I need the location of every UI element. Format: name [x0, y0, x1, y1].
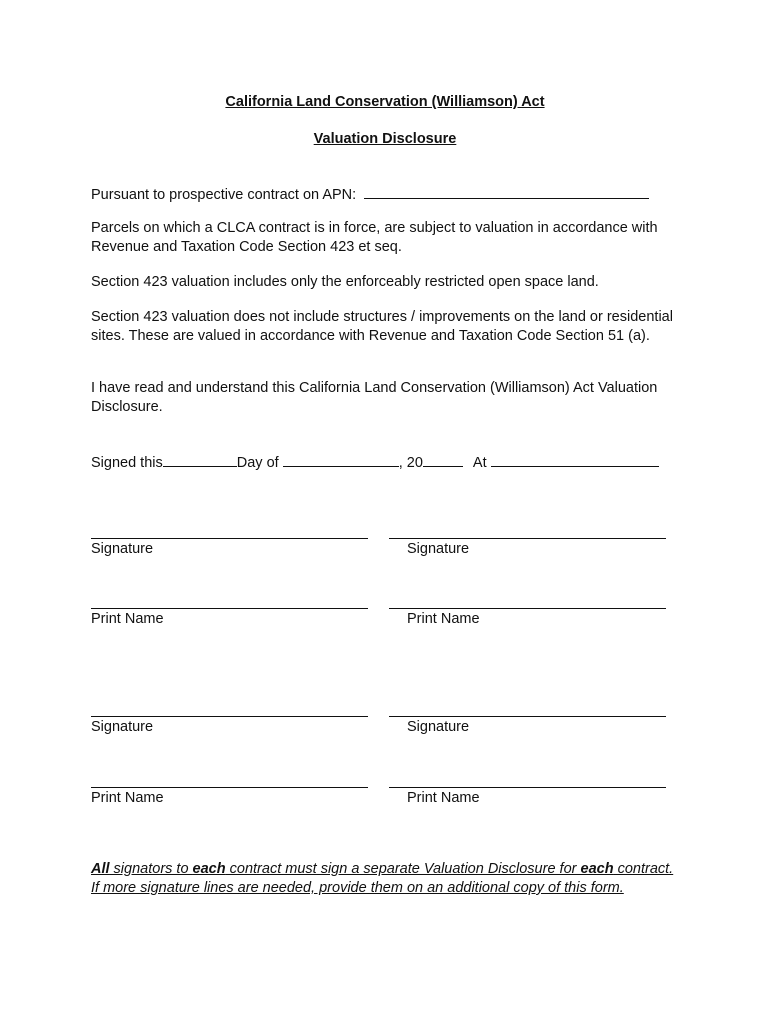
document-title: California Land Conservation (Williamson) Act [225, 94, 545, 110]
paragraph-section-423-excludes: Section 423 valuation does not include structures / improvements on the land or residential sites. These are valued in accordance with Revenue and Taxation Code Section 51 (a). [91, 309, 673, 344]
footer-each-1: each [192, 861, 226, 877]
signature-label-4: Signature [407, 719, 470, 735]
footer-text-3: contract. If more signature lines are needed, provide them on an additional copy of this form. [91, 861, 674, 896]
day-of-label: Day of [236, 455, 279, 471]
paragraph-section-423-includes: Section 423 valuation includes only the enforceably restricted open space land. [91, 274, 599, 290]
apn-label: Pursuant to prospective contract on APN: [91, 187, 357, 203]
signature-line-4[interactable] [389, 716, 666, 717]
print-name-line-3[interactable] [91, 787, 368, 788]
year-prefix-label: , 20 [398, 455, 423, 471]
year-field[interactable] [423, 452, 463, 467]
location-field[interactable] [491, 452, 659, 467]
apn-field[interactable] [364, 184, 649, 199]
footer-note [91, 860, 681, 898]
document-subtitle: Valuation Disclosure [313, 131, 457, 147]
signature-line-3[interactable] [91, 716, 368, 717]
print-name-label-2: Print Name [407, 611, 480, 627]
paragraph-contract-valuation: Parcels on which a CLCA contract is in force, are subject to valuation in accordance with Revenue and Taxation Code Section 423 et seq. [91, 220, 658, 255]
day-field[interactable] [163, 452, 237, 467]
paragraph-acknowledgement: I have read and understand this California Land Conservation (Williamson) Act Valuation Disclosure. [91, 380, 658, 415]
print-name-line-1[interactable] [91, 608, 368, 609]
footer-text-2: contract must sign a separate Valuation Disclosure for [225, 861, 581, 877]
signature-line-1[interactable] [91, 538, 368, 539]
footer-text-1: signators to [109, 861, 193, 877]
at-label: At [472, 455, 487, 471]
footer-each-2: each [580, 861, 614, 877]
print-name-line-2[interactable] [389, 608, 666, 609]
signed-line [91, 452, 691, 473]
print-name-label-3: Print Name [91, 790, 164, 806]
print-name-line-4[interactable] [389, 787, 666, 788]
signature-label-3: Signature [91, 719, 154, 735]
signature-label-2: Signature [407, 541, 470, 557]
apn-line [91, 184, 681, 205]
print-name-label-1: Print Name [91, 611, 164, 627]
print-name-label-4: Print Name [407, 790, 480, 806]
signature-line-2[interactable] [389, 538, 666, 539]
signature-label-1: Signature [91, 541, 154, 557]
month-field[interactable] [283, 452, 399, 467]
footer-all: All [91, 861, 110, 877]
signed-this-label: Signed this [91, 455, 163, 471]
